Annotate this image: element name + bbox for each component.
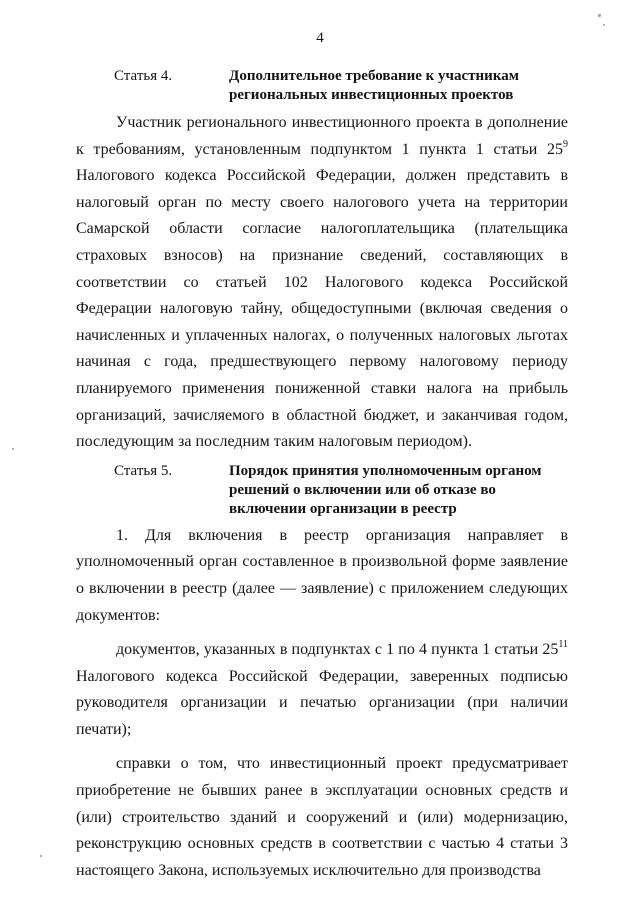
article-4-label: Статья 4. <box>114 68 173 84</box>
article-4-title: Дополнительное требование к участникам региональных инвестиционных проектов <box>229 68 519 103</box>
article-5-heading <box>76 462 568 519</box>
scan-speck <box>598 14 601 17</box>
article-5-title: Порядок принятия уполномоченным органом решений о включении или об отказе во включении организации в реестр <box>229 462 542 517</box>
article-4-paragraph <box>76 110 568 456</box>
documents-list-item-1-text-start: документов, указанных в подпунктах с 1 по 4 пункта 1 статьи 25 <box>116 641 559 659</box>
paragraph-gap <box>76 743 568 751</box>
documents-list-item-1-text-end: Налогового кодекса Российской Федерации, заверенных подписью руководителя организации и печатью организации (при наличии печати); <box>76 667 568 738</box>
article-4-heading <box>76 67 568 105</box>
scan-speck <box>12 448 14 450</box>
article-4-paragraph-text-end: Налогового кодекса Российской Федерации, должен представить в налоговый орган по месту своего налогового учета на территории Самарской области согласие налогоплательщика (плательщика страховых взносов) на признание сведений, составляющих в соответствии со статьей 102 Налогового кодекса Российской Федерации налоговую тайну, общедоступными (включая сведения о начисленных и уплаченных налогах, о полученных налоговых льготах начиная с года, предшествующего первому налоговому периоду планируемого применения пониженной ставки налога на прибыль организаций, зачисляемого в областной бюджет, и заканчивая годом, последующим за последним таким налоговым периодом). <box>76 167 568 451</box>
article-4-paragraph-text-start: Участник регионального инвестиционного проекта в дополнение к требованиям, установленным подпунктом 1 пункта 1 статьи 25 <box>76 114 568 158</box>
documents-list-item-2: справки о том, что инвестиционный проект предусматривает приобретение не бывших ранее в эксплуатации основных средств и (или) строительство зданий и сооружений и (или) модернизацию, реконструкцию основных средств в соответствии с частью 4 статьи 3 настоящего Закона, используемых исключительно для производства <box>76 755 568 879</box>
article-5-paragraph-1: 1. Для включения в реестр организация направляет в уполномоченный орган составленное в произвольной форме заявление о включении в реестр (далее — заявление) с приложением следующих документов: <box>76 526 568 624</box>
page-content <box>76 67 568 884</box>
scan-speck <box>603 24 605 26</box>
paragraph-gap <box>76 629 568 637</box>
documents-list-item-1 <box>76 637 568 743</box>
page-number: 4 <box>316 30 324 46</box>
superscript-9: 9 <box>563 138 568 150</box>
article-5-label: Статья 5. <box>114 462 173 479</box>
superscript-11: 11 <box>558 639 568 651</box>
scan-speck <box>40 855 42 857</box>
